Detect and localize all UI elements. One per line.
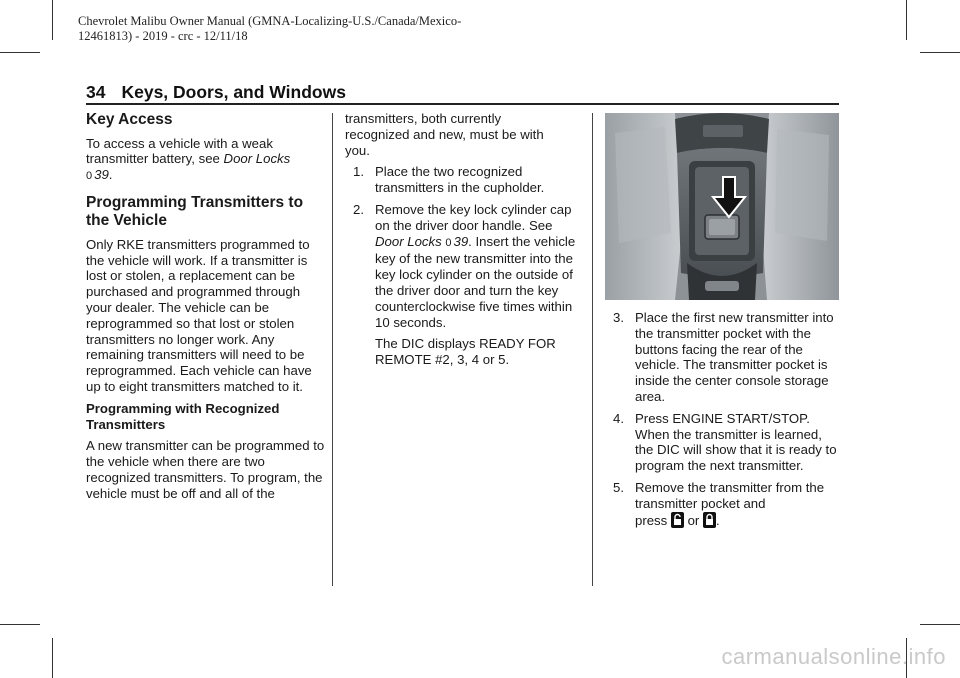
- page-number: 34: [86, 82, 106, 102]
- programming-paragraph: Only RKE transmitters programmed to the vehicle will work. If a transmitter is lost or stolen, a replacement can be purchased and programmed through your dealer. The vehicle can be reprogrammed so that lost or stolen transmitters no longer work. Any remaining transmitters will need to be reprogrammed. Each vehicle can have up to eight transmitters matched to it.: [86, 236, 312, 395]
- key-access-paragraph: To access a vehicle with a weak transmitter battery, see Door Locks 0 39.: [86, 135, 291, 183]
- door-locks-link[interactable]: Door Locks: [223, 151, 291, 167]
- door-locks-page-link[interactable]: 39: [94, 167, 109, 183]
- step-2-text-b: . Insert the vehicle key of the new transmitter into the key lock cylinder on the outside of the driver door and turn the key counterclockwise five times within 10 seconds.: [375, 233, 576, 330]
- recognized-heading: Programming with Recognized Transmitters: [86, 400, 280, 432]
- step-2-number: 2.: [353, 201, 364, 217]
- crop-mark-top-right-v: [906, 0, 907, 40]
- step-4-number: 4.: [613, 410, 624, 426]
- step-5-end: .: [716, 512, 720, 528]
- step-5-text: [635, 480, 840, 531]
- step-2-page-ref-symbol: 0: [445, 236, 452, 249]
- crop-mark-bottom-left-v: [52, 638, 53, 678]
- crop-mark-bottom-right-h: [920, 624, 960, 625]
- column-divider-2: [592, 113, 593, 586]
- step-5-or: or: [687, 512, 700, 528]
- center-console-photo: [605, 113, 839, 300]
- unlock-icon: [671, 512, 684, 532]
- center-console-illustration: [605, 113, 839, 300]
- step-3-text: Place the first new transmitter into the transmitter pocket with the buttons facing the rear of the vehicle. The transmitter pocket is inside the center console storage area.: [635, 310, 834, 404]
- running-head: [86, 82, 346, 103]
- header-rule: [86, 103, 839, 105]
- crop-mark-top-left-h: [0, 52, 40, 53]
- step-1-text: Place the two recognized transmitters in the cupholder.: [375, 164, 545, 196]
- watermark: carmanualsonline.info: [721, 644, 946, 669]
- page-ref-symbol: 0: [86, 170, 93, 183]
- document-header-line-1: Chevrolet Malibu Owner Manual (GMNA-Localizing-U.S./Canada/Mexico-: [78, 14, 462, 28]
- step-2-page-link[interactable]: 39: [453, 233, 469, 249]
- step-2-text-a: Remove the key lock cylinder cap on the driver door handle. See: [375, 201, 572, 233]
- step-1: [345, 164, 583, 196]
- column-3: [605, 310, 840, 537]
- document-header: [78, 14, 461, 44]
- key-access-heading: Key Access: [86, 111, 173, 128]
- step-2: [345, 202, 583, 368]
- step-5: [605, 480, 840, 531]
- step-5-text-main: Remove the transmitter from the transmitter pocket and: [635, 479, 825, 511]
- crop-mark-bottom-left-h: [0, 624, 40, 625]
- step-3: [605, 310, 840, 405]
- continued-paragraph: transmitters, both currently recognized and new, must be with you.: [345, 111, 544, 158]
- step-3-number: 3.: [613, 310, 624, 325]
- lock-icon: [703, 512, 716, 532]
- programming-heading: Programming Transmitters to the Vehicle: [86, 193, 304, 230]
- step-2-text: [375, 202, 583, 330]
- step-2-door-locks-link[interactable]: Door Locks: [375, 233, 442, 249]
- step-5-press: press: [635, 512, 668, 528]
- step-1-number: 1.: [353, 164, 364, 180]
- document-header-line-2: 12461813) - 2019 - crc - 12/11/18: [78, 29, 248, 43]
- section-title: Keys, Doors, and Windows: [121, 82, 346, 102]
- crop-mark-top-right-h: [920, 52, 960, 53]
- column-2: [345, 111, 583, 374]
- step-4-text: Press ENGINE START/STOP. When the transmitter is learned, the DIC will show that it is ready to program the next transmitter.: [635, 410, 837, 474]
- column-1: [86, 111, 326, 508]
- recognized-paragraph: A new transmitter can be programmed to the vehicle when there are two recognized transmitters. To program, the vehicle must be off and all of the: [86, 438, 325, 501]
- step-5-number: 5.: [613, 479, 624, 495]
- step-2-note: The DIC displays READY FOR REMOTE #2, 3, 4 or 5.: [375, 336, 556, 368]
- crop-mark-top-left-v: [52, 0, 53, 40]
- key-access-text: To access a vehicle with a weak transmitter battery, see: [86, 135, 273, 167]
- column-divider-1: [332, 113, 333, 586]
- step-4: [605, 411, 840, 474]
